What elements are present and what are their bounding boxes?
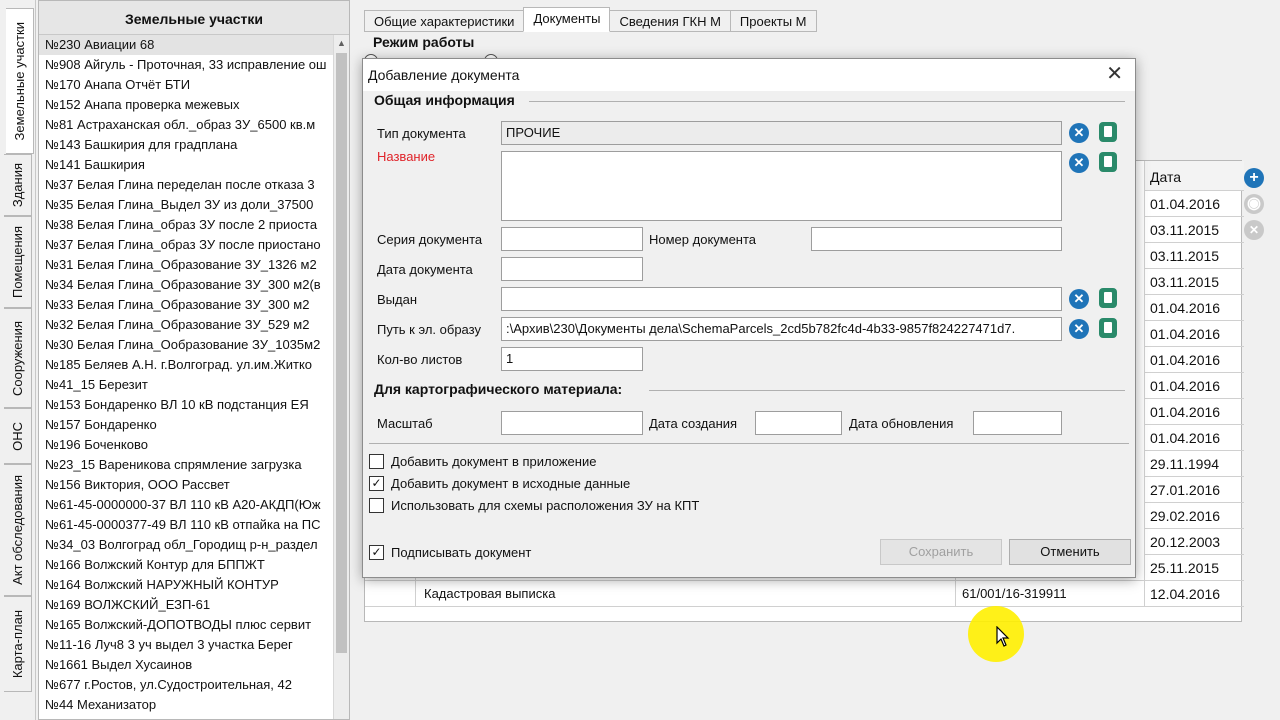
grid-cell-date[interactable]: 29.02.2016: [1144, 503, 1244, 529]
general-section-title: Общая информация: [374, 92, 515, 108]
parcel-list-item[interactable]: №34 Белая Глина_Образование ЗУ_300 м2(в: [45, 277, 321, 292]
side-tab-structures[interactable]: [4, 308, 32, 408]
updated-label: Дата обновления: [849, 416, 954, 431]
dialog-title: Добавление документа: [368, 67, 520, 83]
grid-cell-date[interactable]: 12.04.2016: [1144, 581, 1244, 607]
tab-bar: [364, 8, 816, 32]
parcel-list-item[interactable]: №30 Белая Глина_Ообразование ЗУ_1035м2: [45, 337, 321, 352]
doc-type-label: Тип документа: [377, 126, 466, 141]
grid-cell-date[interactable]: 27.01.2016: [1144, 477, 1244, 503]
carto-section-title: Для картографического материала:: [374, 381, 623, 397]
side-tab-parcels[interactable]: [6, 8, 34, 154]
scale-field[interactable]: [501, 411, 643, 435]
cancel-button[interactable]: Отменить: [1009, 539, 1131, 565]
date-field[interactable]: [501, 257, 643, 281]
tab-general[interactable]: Общие характеристики: [364, 10, 524, 32]
path-label: Путь к эл. образу: [377, 322, 481, 337]
number-field[interactable]: [811, 227, 1062, 251]
grid-cell-date[interactable]: 29.11.1994: [1144, 451, 1244, 477]
parcel-list-item[interactable]: №166 Волжский Контур для БППЖТ: [45, 557, 265, 572]
grid-cell-date[interactable]: 03.11.2015: [1144, 269, 1244, 295]
updated-field[interactable]: [973, 411, 1062, 435]
parcel-list-scrollbar[interactable]: [333, 35, 349, 719]
side-tab-label: Помещения: [10, 225, 25, 298]
clear-icon[interactable]: ✕: [1069, 123, 1089, 143]
side-tab-rooms[interactable]: [4, 216, 32, 308]
save-button[interactable]: Сохранить: [880, 539, 1002, 565]
sign-label: Подписывать документ: [391, 545, 532, 560]
select-icon[interactable]: [1099, 288, 1117, 308]
side-tab-map-plan[interactable]: [4, 596, 32, 692]
parcel-list-item[interactable]: №185 Беляев А.Н. г.Волгоград. ул.им.Житко: [45, 357, 313, 372]
grid-cell-date[interactable]: 20.12.2003: [1144, 529, 1244, 555]
parcel-list-item[interactable]: №196 Боченково: [45, 437, 148, 452]
parcel-list-item[interactable]: №61-45-0000000-37 ВЛ 110 кВ А20-АКДП(Юж: [45, 497, 321, 512]
grid-cell-date[interactable]: 01.04.2016: [1144, 321, 1244, 347]
select-icon[interactable]: [1099, 122, 1117, 142]
side-tab-buildings[interactable]: [4, 154, 32, 216]
check-mark-icon: ✓: [371, 476, 382, 490]
issued-label: Выдан: [377, 292, 418, 307]
parcel-panel: [38, 0, 350, 720]
parcel-list-item[interactable]: №677 г.Ростов, ул.Судостроительная, 42: [45, 677, 292, 692]
grid-cell-name[interactable]: Кадастровая выписка: [415, 581, 955, 607]
scroll-thumb[interactable]: [336, 53, 347, 653]
side-tab-ons[interactable]: [4, 408, 32, 464]
check-mark-icon: ✓: [371, 545, 382, 559]
parcel-list-item[interactable]: №165 Волжский-ДОПОТВОДЫ плюс сервит: [45, 617, 312, 632]
grid-cell-date[interactable]: 01.04.2016: [1144, 399, 1244, 425]
parcel-list-item[interactable]: №44 Механизатор: [45, 697, 157, 712]
parcel-list[interactable]: [39, 35, 333, 719]
parcel-list-item[interactable]: №169 ВОЛЖСКИЙ_ЕЗП-61: [45, 597, 211, 612]
option-checkbox-label: Добавить документ в приложение: [391, 454, 597, 469]
scale-label: Масштаб: [377, 416, 433, 431]
tab-documents[interactable]: Документы: [523, 7, 610, 32]
section-divider: [649, 390, 1125, 391]
created-field[interactable]: [755, 411, 842, 435]
sheets-label: Кол-во листов: [377, 352, 463, 367]
side-tab-label: ОНС: [10, 421, 25, 451]
mode-label: Режим работы: [373, 34, 475, 50]
side-tab-strip: [0, 0, 36, 720]
grid-cell-date[interactable]: 25.11.2015: [1144, 555, 1244, 581]
parcel-list-item[interactable]: №908 Айгуль - Проточная, 33 исправление ош: [45, 57, 327, 72]
side-tab-inspection-act[interactable]: [4, 464, 32, 596]
clear-icon[interactable]: ✕: [1069, 153, 1089, 173]
parcel-list-item[interactable]: №1661 Выдел Хусаинов: [45, 657, 193, 672]
side-tab-label: Земельные участки: [12, 21, 27, 141]
section-divider: [529, 101, 1125, 102]
parcel-list-item[interactable]: №170 Анапа Отчёт БТИ: [45, 77, 191, 92]
series-field[interactable]: [501, 227, 643, 251]
sign-checkbox[interactable]: [369, 545, 384, 560]
doc-type-field[interactable]: ПРОЧИЕ: [501, 121, 1062, 145]
grid-cell-date[interactable]: 01.04.2016: [1144, 347, 1244, 373]
option-checkbox[interactable]: [369, 476, 384, 491]
delete-document-icon[interactable]: ✕: [1244, 220, 1264, 240]
parcel-list-item[interactable]: №31 Белая Глина_Образование ЗУ_1326 м2: [45, 257, 317, 272]
date-label: Дата документа: [377, 262, 473, 277]
parcel-list-item[interactable]: №37 Белая Глина переделан после отказа 3: [45, 177, 315, 192]
scroll-up-arrow-icon[interactable]: ▲: [337, 38, 346, 48]
grid-cell-number[interactable]: 61/001/16-319911: [955, 581, 1144, 607]
number-label: Номер документа: [649, 232, 757, 247]
option-checkbox[interactable]: [369, 454, 384, 469]
clear-icon[interactable]: ✕: [1069, 289, 1089, 309]
parcel-list-item[interactable]: №81 Астраханская обл._образ 3У_6500 кв.м: [45, 117, 316, 132]
name-label: Название: [377, 149, 436, 164]
created-label: Дата создания: [649, 416, 738, 431]
grid-cell-date[interactable]: 01.04.2016: [1144, 191, 1244, 217]
parcel-list-item[interactable]: №157 Бондаренко: [45, 417, 157, 432]
parcel-list-item[interactable]: №164 Волжский НАРУЖНЫЙ КОНТУР: [45, 577, 279, 592]
parcel-list-item[interactable]: №32 Белая Глина_Образование ЗУ_529 м2: [45, 317, 310, 332]
parcel-list-item[interactable]: №152 Анапа проверка межевых: [45, 97, 240, 112]
grid-cell-date[interactable]: 03.11.2015: [1144, 217, 1244, 243]
parcel-list-item[interactable]: №38 Белая Глина_образ ЗУ после 2 приоста: [45, 217, 318, 232]
parcel-list-item[interactable]: №11-16 Луч8 3 уч выдел 3 участка Берег: [45, 637, 293, 652]
close-icon[interactable]: ✕: [1106, 63, 1123, 85]
side-tab-label: Здания: [10, 162, 25, 208]
parcel-list-item[interactable]: №143 Башкирия для градплана: [45, 137, 238, 152]
parcel-list-item[interactable]: №33 Белая Глина_Образование ЗУ_300 м2: [45, 297, 310, 312]
parcel-list-item[interactable]: №34_03 Волгоград обл_Городищ р-н_раздел: [45, 537, 318, 552]
parcel-list-item[interactable]: №37 Белая Глина_образ ЗУ после приостано: [45, 237, 321, 252]
grid-cell-date[interactable]: 01.04.2016: [1144, 295, 1244, 321]
series-label: Серия документа: [377, 232, 483, 247]
name-field[interactable]: [501, 151, 1062, 221]
parcel-list-item[interactable]: №156 Виктория, ООО Рассвет: [45, 477, 230, 492]
parcel-panel-header: Земельные участки: [39, 1, 349, 35]
option-checkbox-label: Добавить документ в исходные данные: [391, 476, 631, 491]
view-document-icon[interactable]: ◉: [1244, 194, 1264, 214]
tab-gkn[interactable]: Сведения ГКН М: [609, 10, 730, 32]
add-document-icon[interactable]: +: [1244, 168, 1264, 188]
parcel-list-item[interactable]: №23_15 Вареникова спрямление загрузка: [45, 457, 302, 472]
parcel-list-item[interactable]: №230 Авиации 68: [39, 35, 333, 55]
side-tab-label: Акт обследования: [10, 475, 25, 585]
section-divider: [369, 443, 1129, 444]
path-field[interactable]: :\Архив\230\Документы дела\SchemaParcels_2cd5b782fc4d-4b33-9857f824227471d7.: [501, 317, 1062, 341]
select-icon[interactable]: [1099, 152, 1117, 172]
column-header-date[interactable]: Дата: [1144, 161, 1244, 191]
mouse-pointer-icon: [996, 626, 1010, 648]
parcel-list-item[interactable]: №41_15 Березит: [45, 377, 148, 392]
parcel-list-item[interactable]: №35 Белая Глина_Выдел ЗУ из доли_37500: [45, 197, 314, 212]
side-tab-label: Карта-план: [10, 609, 25, 679]
sheets-field[interactable]: 1: [501, 347, 643, 371]
grid-cell-date[interactable]: 01.04.2016: [1144, 373, 1244, 399]
parcel-list-item[interactable]: №61-45-0000377-49 ВЛ 110 кВ отпайка на ПС: [45, 517, 321, 532]
option-checkbox[interactable]: [369, 498, 384, 513]
grid-cell-date[interactable]: 01.04.2016: [1144, 425, 1244, 451]
clear-icon[interactable]: ✕: [1069, 319, 1089, 339]
side-tab-label: Сооружения: [10, 320, 25, 396]
grid-row-selector[interactable]: [365, 581, 415, 607]
parcel-list-item[interactable]: №141 Башкирия: [45, 157, 145, 172]
add-document-dialog: [362, 58, 1136, 578]
tab-projects[interactable]: Проекты М: [730, 10, 817, 32]
grid-cell-date[interactable]: 03.11.2015: [1144, 243, 1244, 269]
browse-icon[interactable]: [1099, 318, 1117, 338]
option-checkbox-label: Использовать для схемы расположения ЗУ на КПТ: [391, 498, 700, 513]
parcel-list-item[interactable]: №153 Бондаренко ВЛ 10 кВ подстанция ЕЯ: [45, 397, 309, 412]
dialog-titlebar: [363, 59, 1135, 91]
issued-field[interactable]: [501, 287, 1062, 311]
